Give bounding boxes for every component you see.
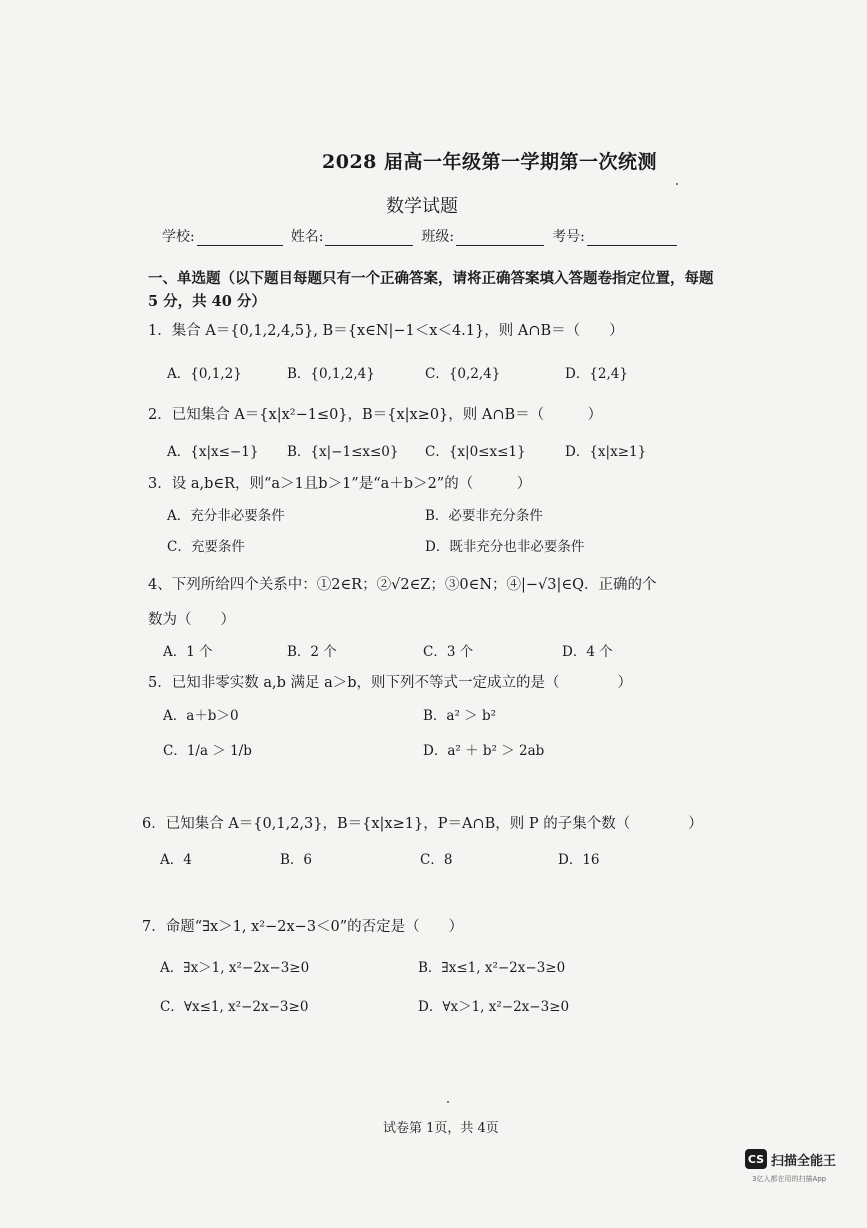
option-c: C．8 xyxy=(420,852,453,868)
watermark-tagline: 3亿人都在用的扫描App xyxy=(752,1175,827,1183)
option-b: B．{0,1,2,4} xyxy=(287,366,375,382)
exam-number-label: 考号: xyxy=(552,229,585,245)
option-d: D．既非充分也非必要条件 xyxy=(425,539,585,555)
option-a: A．充分非必要条件 xyxy=(167,508,285,524)
option-b: B．必要非充分条件 xyxy=(425,508,543,524)
page-footer: 试卷第 1页，共 4页 xyxy=(383,1121,499,1136)
option-d: D．a² ＋ b² ＞ 2ab xyxy=(423,743,545,759)
question-stem: 3．设 a,b∈R，则“a＞1且b＞1”是“a＋b＞2”的（ ） xyxy=(148,476,532,492)
option-b: B．a² ＞ b² xyxy=(423,708,497,724)
option-d: D．{2,4} xyxy=(565,366,628,382)
option-c: C．{0,2,4} xyxy=(425,366,501,382)
exam-number-blank xyxy=(587,229,677,246)
camscanner-logo-icon: CS xyxy=(745,1149,767,1169)
option-c: C．3 个 xyxy=(423,644,474,660)
question-stem: 4、下列所给四个关系中：①2∈R；②√2∈Z；③0∈N；④|−√3|∈Q．正确的个 xyxy=(148,577,657,593)
option-b: B．∃x≤1, x²−2x−3≥0 xyxy=(418,960,566,976)
option-b: B．{x|−1≤x≤0} xyxy=(287,444,399,460)
option-d: D．16 xyxy=(558,852,600,868)
school-blank xyxy=(197,229,283,246)
option-a: A．{x|x≤−1} xyxy=(167,444,259,460)
option-a: A．1 个 xyxy=(163,644,213,660)
option-d: D．∀x＞1, x²−2x−3≥0 xyxy=(418,999,570,1015)
option-a: A．a＋b＞0 xyxy=(163,708,239,724)
class-blank xyxy=(456,229,544,246)
option-a: A．∃x＞1, x²−2x−3≥0 xyxy=(160,960,310,976)
scan-speck xyxy=(676,183,678,185)
question-stem: 2．已知集合 A＝{x|x²−1≤0}，B＝{x|x≥0}，则 A∩B＝（ ） xyxy=(148,407,603,423)
name-blank xyxy=(325,229,413,246)
scanner-watermark xyxy=(745,1149,836,1169)
option-a: A．{0,1,2} xyxy=(167,366,242,382)
question-stem-continued: 数为（ ） xyxy=(148,612,235,628)
option-b: B．2 个 xyxy=(287,644,337,660)
student-info-row xyxy=(162,226,685,246)
option-b: B．6 xyxy=(280,852,313,868)
school-label: 学校: xyxy=(162,229,195,245)
question-stem: 5．已知非零实数 a,b 满足 a＞b，则下列不等式一定成立的是（ ） xyxy=(148,675,633,691)
option-c: C．∀x≤1, x²−2x−3≥0 xyxy=(160,999,309,1015)
option-a: A．4 xyxy=(160,852,192,868)
watermark-name: 扫描全能王 xyxy=(771,1153,837,1169)
question-stem: 7．命题“∃x＞1, x²−2x−3＜0”的否定是（ ） xyxy=(142,919,464,935)
class-label: 班级: xyxy=(421,229,455,245)
scan-speck xyxy=(447,1101,449,1103)
question-stem: 1．集合 A＝{0,1,2,4,5}, B＝{x∈N|−1＜x＜4.1}，则 A∩B＝（ ） xyxy=(148,323,624,339)
section-heading: 一、单选题（以下题目每题只有一个正确答案，请将正确答案填入答题卷指定位置，每题 5 分，共 40 分） xyxy=(148,270,714,310)
option-d: D．{x|x≥1} xyxy=(565,444,647,460)
exam-subtitle: 数学试题 xyxy=(386,196,458,217)
option-c: C．1/a ＞ 1/b xyxy=(163,743,252,759)
question-stem: 6．已知集合 A＝{0,1,2,3}，B＝{x|x≥1}，P＝A∩B，则 P 的子集个数（ ） xyxy=(142,816,703,832)
option-c: C．{x|0≤x≤1} xyxy=(425,444,526,460)
name-label: 姓名: xyxy=(290,229,324,245)
option-c: C．充要条件 xyxy=(167,539,245,555)
option-d: D．4 个 xyxy=(562,644,613,660)
exam-title: 2028 届高一年级第一学期第一次统测 xyxy=(322,151,657,173)
